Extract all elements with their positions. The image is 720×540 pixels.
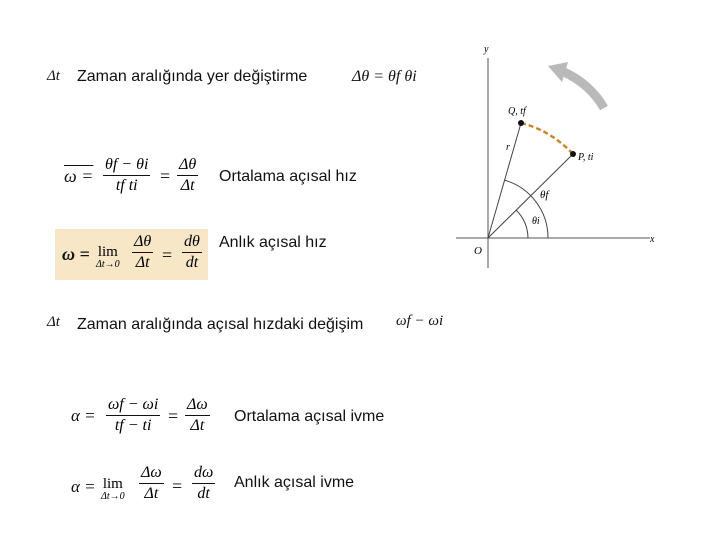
theta-i-arc [516,210,528,238]
avg-accel-label: Ortalama açısal ivme [234,408,385,425]
inst-speed-equals: = [162,245,173,265]
x-axis-label: x [650,234,655,245]
avg-speed-numerator: θf − θi [105,156,149,173]
speed-change-formula: ωf − ωi [396,313,444,329]
avg-accel-equals: = [168,406,179,426]
inst-accel-equals: = [172,476,183,496]
inst-accel-limit: lim Δt→0 [101,476,125,502]
avg-speed-denominator: tf ti [115,177,138,194]
displacement-label: Zaman aralığında yer değiştirme [77,68,308,85]
avg-speed-numerator-2: Δθ [179,156,197,173]
avg-speed-fraction-2 [177,156,198,195]
speed-change-label: Zaman aralığında açısal hızdaki değişim [77,316,364,333]
avg-speed-label: Ortalama açısal hız [219,168,357,185]
avg-speed-fraction [103,156,150,195]
avg-speed-equals: = [160,166,171,186]
y-axis-label: y [484,44,489,55]
avg-accel-lhs: α = [71,406,96,425]
avg-accel-fraction: ωf − ωi tf − ti [108,396,159,434]
theta-f-label: θf [540,189,549,201]
delta-t-prefix-2: Δt [47,314,60,330]
point-q [518,120,524,126]
radius-label: r [506,142,510,153]
inst-speed-lhs: ω = [62,244,90,264]
avg-speed-lhs: ω = [64,166,94,186]
origin-label: O [474,245,482,257]
inst-speed-label: Anlık açısal hız [219,234,327,251]
inst-accel-label: Anlık açısal ivme [234,474,355,491]
delta-t-prefix: Δt [47,68,60,84]
point-p-label: P, ti [578,152,594,163]
inst-accel-fraction: Δω Δt [141,464,162,502]
inst-accel-lhs: α = [71,477,96,496]
theta-i-label: θi [532,216,540,227]
avg-speed-denominator-2: Δt [180,177,195,194]
rotation-arrowhead-icon [548,62,568,82]
inst-speed-fraction-2: dθ dt [184,233,200,271]
rotation-diagram [440,40,670,270]
point-q-label: Q, tf [508,106,526,117]
rotation-arrow-icon [564,72,604,108]
inst-speed-fraction: Δθ Δt [134,233,152,271]
inst-speed-limit: lim Δt→0 [96,244,120,270]
displacement-formula: Δθ = θf θi [352,68,417,85]
avg-accel-fraction-2: Δω Δt [187,396,208,434]
motion-path [521,123,573,154]
point-p [570,151,576,157]
inst-accel-fraction-2: dω dt [194,464,214,502]
